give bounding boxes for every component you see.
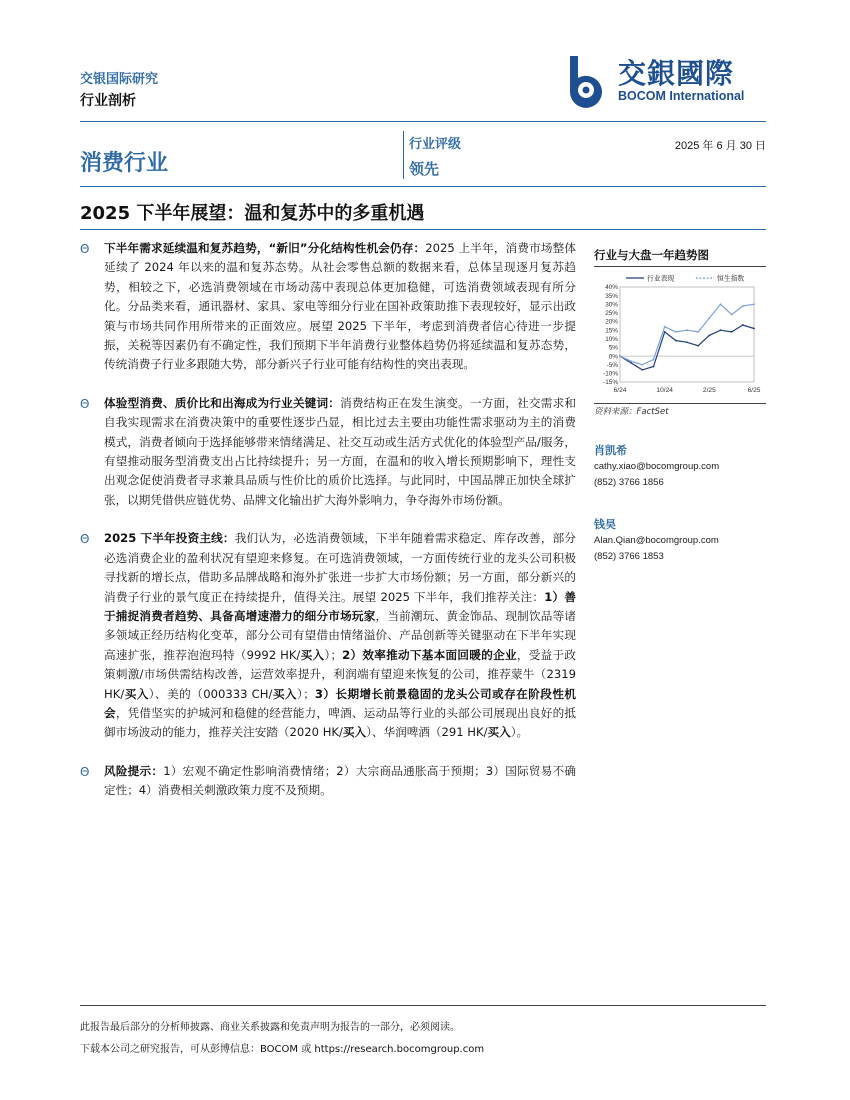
x-tick-label: 6/24: [613, 387, 627, 394]
report-title: 2025 下半年展望：温和复苏中的多重机遇: [80, 203, 425, 224]
bullet-text: [104, 394, 576, 510]
chart-title-divider: [594, 266, 766, 267]
bullet-bold-segment: 1）善于捕捉消费者趋势、具备高增速潜力的细分市场玩家: [104, 589, 576, 623]
legend-label: 行业表现: [647, 275, 675, 283]
x-tick-label: 10/24: [656, 387, 673, 394]
analyst-phone: (852) 3766 1853: [594, 551, 664, 562]
series-point: [619, 355, 621, 357]
series-point: [686, 341, 688, 343]
series-point: [641, 364, 643, 366]
bullet-bold-segment: 体验型消费、质价比和出海成为行业关键词：: [104, 395, 341, 410]
chart-plot-frame: [620, 287, 754, 382]
bullet-icon: Θ: [80, 242, 90, 256]
logo-mark-icon: [556, 52, 614, 108]
y-tick-label: 25%: [605, 310, 618, 318]
x-tick-label: 2/25: [702, 387, 716, 394]
sector-name: 消费行业: [80, 151, 169, 176]
series-point: [731, 331, 733, 333]
bullet-text-segment: 2025 上半年，消费市场整体延续了 2024 年以来的温和复苏态势。从社会零售总额的数据来看，总体呈现逐月复苏趋势，相较之下，必选消费领域在市场动荡中表现总体更加稳健，可选消费领域表现有所分化。分品类来看，通讯器材、家具、家电等细分行业在国补政策助推下表现较好，显示出政策与市场共同作用所带来的正面效应。展望 2025 下半年，考虑到消费者信心待进一步提振，关税等因素仍有不确定性，我们预期下半年消费行业整体趋势仍将延续温和复苏态势，传统消费子行业多跟随大势，部分新兴子行业可能有结构性的突出表现。: [104, 241, 576, 372]
bullet-text: [104, 529, 576, 742]
analyst-name: 钱昊: [594, 518, 616, 531]
y-tick-label: 10%: [605, 336, 618, 344]
series-point: [731, 314, 733, 316]
footer-download-info: 下载本公司之研究报告，可从彭博信息：BOCOM 或 https://research.bocomgroup.com: [80, 1044, 485, 1055]
series-point: [742, 305, 744, 307]
series-point: [708, 334, 710, 336]
bullet-icon: Θ: [80, 396, 90, 411]
bullet-item: [80, 529, 576, 742]
bullet-bold-segment: 买入: [342, 725, 367, 740]
bullet-text: [104, 239, 576, 375]
series-point: [653, 366, 655, 368]
analyst-email[interactable]: Alan.Qian@bocomgroup.com: [594, 535, 719, 546]
series-point: [686, 329, 688, 331]
bullet-bold-segment: 买入: [124, 686, 149, 701]
footer-disclaimer: 此报告最后部分的分析师披露、商业关系披露和免责声明为报告的一部分，必须阅读。: [80, 1022, 460, 1033]
key-points: [80, 239, 576, 820]
trend-chart: [594, 270, 766, 396]
title-top-divider: [80, 186, 766, 187]
y-tick-label: 0%: [608, 353, 618, 361]
y-tick-label: 5%: [608, 344, 618, 352]
series-point: [675, 340, 677, 342]
bullet-icon: Θ: [80, 764, 90, 779]
series-point: [664, 331, 666, 333]
series-point: [697, 331, 699, 333]
y-tick-label: 40%: [605, 284, 618, 292]
analyst-email[interactable]: cathy.xiao@bocomgroup.com: [594, 461, 720, 472]
bullet-bold-segment: 2）效率推动下基本面回暖的企业: [342, 647, 517, 662]
series-line: [620, 304, 754, 364]
series-point: [664, 326, 666, 328]
footer-divider: [80, 1005, 766, 1006]
bullet-item: [80, 239, 576, 375]
y-tick-label: -15%: [603, 379, 618, 387]
analyst-card: [594, 443, 766, 491]
series-point: [697, 345, 699, 347]
company-logo: [556, 52, 768, 108]
analyst-list: [594, 443, 766, 565]
series-point: [630, 362, 632, 364]
bullet-text-segment: 消费结构正在发生演变。一方面，社交需求和自我实现需求在消费决策中的重要性逐步凸显，相比过去主要由功能性需求驱动为主的消费模式，消费者倾向于选择能够带来情绪满足、社交互动或生活方式优化的体验型产品/服务，有望推动服务型消费支出占比持续提升；另一方面，在温和的收入增长预期影响下，理性支出观念促使消费者寻求兼具品质与性价比的质价比选择。与此同时，中国品牌正加快全球扩张，以期凭借供应链优势、品牌文化输出扩大海外影响力，争夺海外市场份额。: [104, 395, 576, 507]
analyst-name: 肖凯希: [594, 444, 627, 457]
bullet-bold-segment: 买入: [272, 686, 297, 701]
bullet-item: [80, 762, 576, 801]
series-point: [753, 303, 755, 305]
sidebar: [594, 247, 766, 565]
bullet-text-segment: ）、华润啤酒（291 HK/: [366, 725, 488, 740]
y-tick-label: 35%: [605, 292, 618, 300]
series-point: [708, 317, 710, 319]
bullet-bold-segment: 买入: [300, 647, 325, 662]
report-date: 2025 年 6 月 30 日: [674, 140, 766, 152]
series-line: [620, 325, 754, 370]
y-tick-label: 30%: [605, 301, 618, 309]
doc-type: 行业剖析: [80, 93, 136, 109]
bullet-bold-segment: 3）长期增长前景稳固的龙头公司或存在阶段性机会: [104, 686, 576, 720]
bullet-text-segment: 1）宏观不确定性影响消费情绪；2）大宗商品通胀高于预期；3）国际贸易不确定性；4）消费相关刺激政策力度不及预期。: [104, 763, 576, 798]
logo-chinese-text: 交銀國際: [618, 57, 735, 90]
bullet-item: [80, 394, 576, 510]
rating-label: 行业评级: [409, 137, 462, 152]
series-point: [641, 369, 643, 371]
y-tick-label: -10%: [603, 370, 618, 378]
y-tick-label: -5%: [606, 361, 618, 369]
bullet-bold-segment: 下半年需求延续温和复苏趋势，“新旧”分化结构性机会仍存：: [104, 241, 426, 255]
bullet-text-segment: 我们认为，必选消费领域，下半年随着需求稳定、库存改善，部分必选消费企业的盈利状况有望迎来修复。在可选消费领域，一方面传统行业的龙头公司积极寻找新的增长点，借助多品牌战略和海外扩张进一步扩大市场份额；另一方面，部分新兴的消费子行业的景气度正在持续提升，值得关注。展望 2025 下半年，我们推荐关注：: [104, 531, 576, 604]
bullet-text-segment: ）；: [324, 647, 343, 662]
org-name: 交银国际研究: [80, 72, 159, 87]
series-point: [653, 359, 655, 361]
chart-bottom-divider: [594, 403, 766, 404]
series-point: [720, 329, 722, 331]
bullet-text-segment: ，当前潮玩、黄金饰品、现制饮品等诸多领域正经历结构化变革，部分公司有望借由情绪溢价、产品创新等关键驱动在下半年实现高速扩张，推荐泡泡玛特（9992 HK/: [104, 608, 576, 662]
bullet-text: [104, 762, 576, 801]
y-tick-label: 20%: [605, 318, 618, 326]
series-point: [742, 324, 744, 326]
series-point: [630, 360, 632, 362]
y-tick-label: 15%: [605, 327, 618, 335]
bullet-text-segment: ）。: [510, 725, 529, 740]
analyst-phone: (852) 3766 1856: [594, 477, 664, 488]
series-point: [720, 303, 722, 305]
series-point: [675, 331, 677, 333]
rating-divider: [403, 131, 404, 179]
bullet-icon: Θ: [80, 532, 90, 547]
analyst-card: [594, 517, 766, 565]
logo-english-text: BOCOM International: [618, 89, 745, 103]
bullet-bold-segment: 2025 下半年投资主线：: [104, 531, 235, 546]
x-tick-label: 6/25: [747, 387, 761, 394]
bullet-bold-segment: 风险提示：: [104, 763, 164, 778]
rating-value: 领先: [409, 160, 440, 178]
title-bottom-divider: [80, 229, 766, 230]
chart-title: 行业与大盘一年趋势图: [594, 248, 709, 262]
bullet-text-segment: ，受益于政策刺激/市场供需结构改善，运营效率提升，利润端有望迎来恢复的公司，推荐蒙牛（2319 HK/: [104, 647, 576, 701]
bullet-text-segment: ）、美的（000333 CH/: [148, 686, 273, 701]
bullet-text-segment: ，凭借坚实的护城河和稳健的经营能力，啤酒、运动品等行业的头部公司展现出良好的抵御市场波动的能力，推荐关注安踏（2020 HK/: [104, 705, 576, 740]
chart-source: 资料来源：FactSet: [594, 407, 669, 417]
legend-label: 恒生指数: [717, 275, 745, 283]
header-divider: [80, 121, 766, 122]
bullet-bold-segment: 买入: [487, 725, 511, 740]
bullet-text-segment: ）；: [296, 686, 315, 701]
series-point: [753, 328, 755, 330]
